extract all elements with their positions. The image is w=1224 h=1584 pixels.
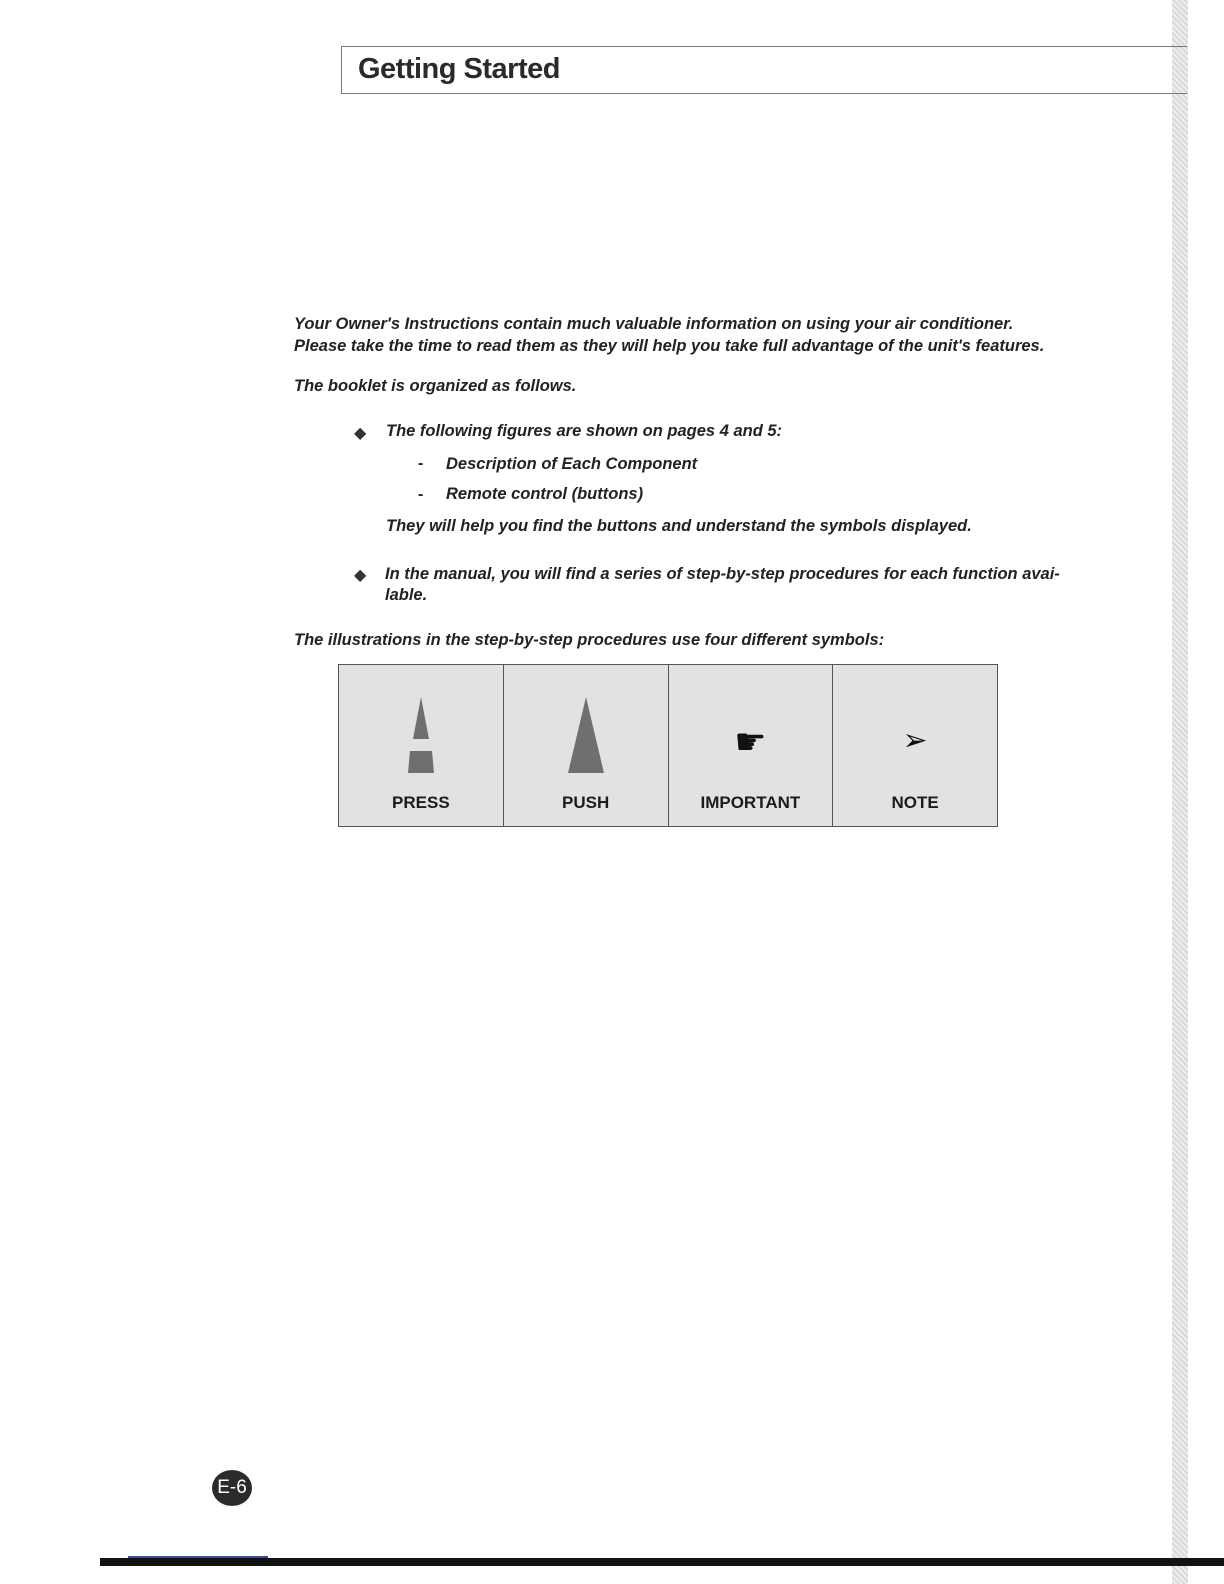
subitem-remote-control: Remote control (buttons) bbox=[446, 485, 644, 503]
symbol-label-important: IMPORTANT bbox=[700, 793, 801, 812]
page-edge-strip bbox=[1172, 0, 1188, 1584]
symbol-cell-push bbox=[504, 665, 669, 826]
bullet-2-text-line-1: In the manual, you will find a series of step-by-step procedures for each function avai- bbox=[385, 565, 1060, 583]
diamond-bullet-icon: ◆ bbox=[354, 425, 367, 442]
symbol-cell-important bbox=[669, 665, 834, 826]
page-number-badge: E-6 bbox=[212, 1470, 252, 1506]
symbol-label-push: PUSH bbox=[562, 793, 610, 812]
symbols-intro: The illustrations in the step-by-step procedures use four different symbols: bbox=[294, 631, 885, 649]
bullet-1-text: The following figures are shown on pages 4 and 5: bbox=[386, 422, 783, 440]
symbol-label-note: NOTE bbox=[891, 793, 939, 812]
symbol-cell-press bbox=[339, 665, 504, 826]
organized-text: The booklet is organized as follows. bbox=[294, 377, 577, 395]
diamond-bullet-icon: ◆ bbox=[354, 567, 367, 584]
page-title: Getting Started bbox=[358, 53, 560, 85]
symbol-label-press: PRESS bbox=[392, 793, 450, 812]
subitem-description: Description of Each Component bbox=[446, 455, 698, 473]
intro-line-1: Your Owner's Instructions contain much valuable information on using your air conditioner. bbox=[294, 315, 1014, 333]
subitem-dash: - bbox=[418, 486, 424, 503]
symbol-cell-note bbox=[833, 665, 997, 826]
bullet-1-followup: They will help you find the buttons and understand the symbols displayed. bbox=[386, 517, 972, 535]
bottom-rule bbox=[100, 1558, 1224, 1566]
intro-line-2: Please take the time to read them as they will help you take full advantage of the unit's features. bbox=[294, 337, 1045, 355]
bullet-2-text-line-2: lable. bbox=[385, 586, 428, 604]
pointing-hand-icon: ☛ bbox=[734, 721, 767, 762]
symbols-table bbox=[338, 664, 998, 827]
press-arrow-icon bbox=[401, 697, 441, 775]
note-arrow-icon: ➢ bbox=[902, 724, 928, 757]
push-arrow-icon bbox=[564, 697, 608, 775]
subitem-dash: - bbox=[418, 455, 424, 472]
section-title-box bbox=[341, 46, 1187, 94]
